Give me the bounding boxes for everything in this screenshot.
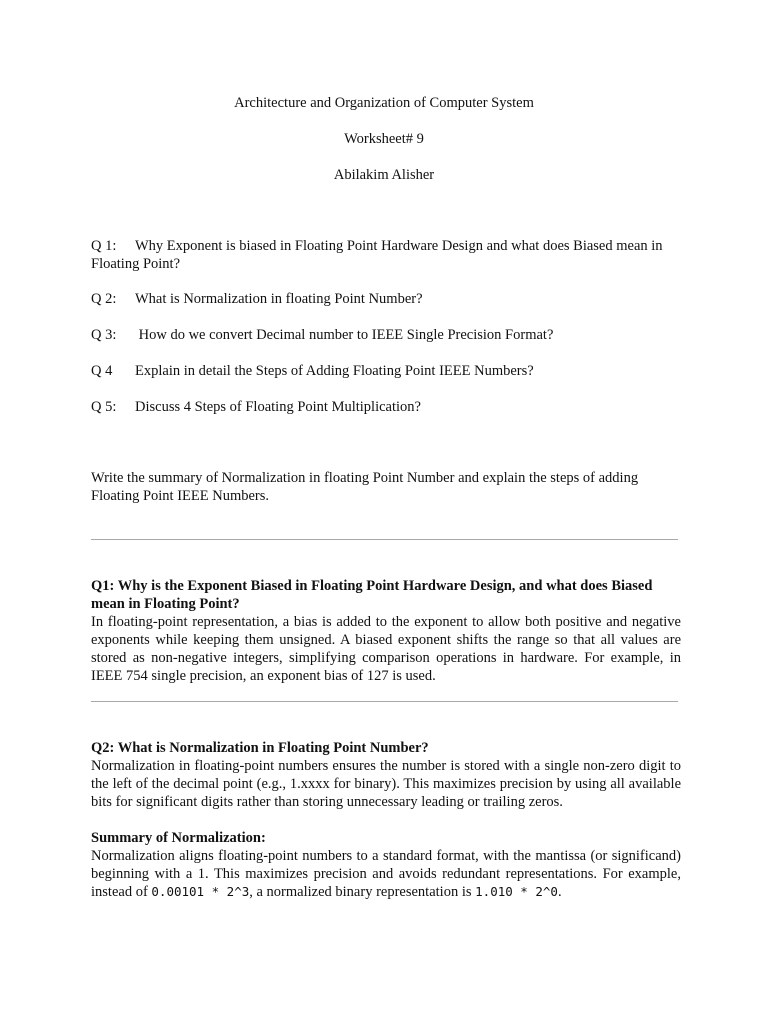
answer-body: Normalization in floating-point numbers ensures the number is stored with a single non-zero digit to the left of the decimal point (e.g., 1.xxxx for binary). This maximizes precision by using all available bits for significant digits rather than storing unnecessary leading or trailing zeros. [91, 758, 681, 810]
question-number: Q 2: [91, 291, 117, 307]
question-1 [91, 237, 681, 273]
question-3 [91, 326, 681, 344]
question-text: How do we convert Decimal number to IEEE Single Precision Format? [135, 327, 554, 343]
question-text: Explain in detail the Steps of Adding Floating Point IEEE Numbers? [135, 363, 534, 379]
divider [91, 539, 678, 540]
summary-text: Normalization aligns floating-point numbers to a standard format, with the mantissa (or significand) beginning with a 1. This maximizes precision and avoids redundant representations. For example, instead of [91, 848, 681, 900]
question-text: Why Exponent is biased in Floating Point Hardware Design and what does Biased mean in Floating Point? [91, 238, 663, 272]
answer-body: In floating-point representation, a bias is added to the exponent to allow both positive and negative exponents while keeping them unsigned. A biased exponent shifts the range so that all values are stored as non-negative integers, simplifying comparison operations in hardware. For example, in IEEE 754 single precision, an exponent bias of 127 is used. [91, 614, 681, 684]
question-5 [91, 398, 681, 416]
answer-heading: Q1: Why is the Exponent Biased in Floating Point Hardware Design, and what does Biased mean in Floating Point? [91, 578, 653, 612]
question-text: Discuss 4 Steps of Floating Point Multiplication? [135, 399, 421, 415]
answer-q1 [91, 577, 681, 685]
summary-text: . [557, 884, 562, 900]
question-number: Q 3: [91, 327, 117, 343]
divider [91, 701, 678, 702]
course-title: Architecture and Organization of Computer System [234, 95, 534, 111]
summary-body [91, 847, 681, 901]
answer-q2 [91, 739, 681, 811]
question-number: Q 1: [91, 238, 117, 254]
question-4 [91, 362, 681, 380]
question-2 [91, 290, 681, 308]
task-instruction: Write the summary of Normalization in floating Point Number and explain the steps of adding Floating Point IEEE Numbers. [91, 470, 639, 504]
author-name: Abilakim Alisher [333, 167, 435, 183]
code-example-normalized: 1.010 * 2^0 [475, 884, 558, 899]
code-example-unnormalized: 0.00101 * 2^3 [151, 884, 250, 899]
question-number: Q 4 [91, 363, 113, 379]
question-text: What is Normalization in floating Point Number? [135, 291, 423, 307]
summary-section [91, 829, 681, 901]
question-number: Q 5: [91, 399, 117, 415]
summary-heading: Summary of Normalization: [91, 830, 266, 846]
summary-text: , a normalized binary representation is [249, 884, 476, 900]
worksheet-title: Worksheet# 9 [344, 131, 424, 147]
answer-heading: Q2: What is Normalization in Floating Point Number? [91, 740, 429, 756]
